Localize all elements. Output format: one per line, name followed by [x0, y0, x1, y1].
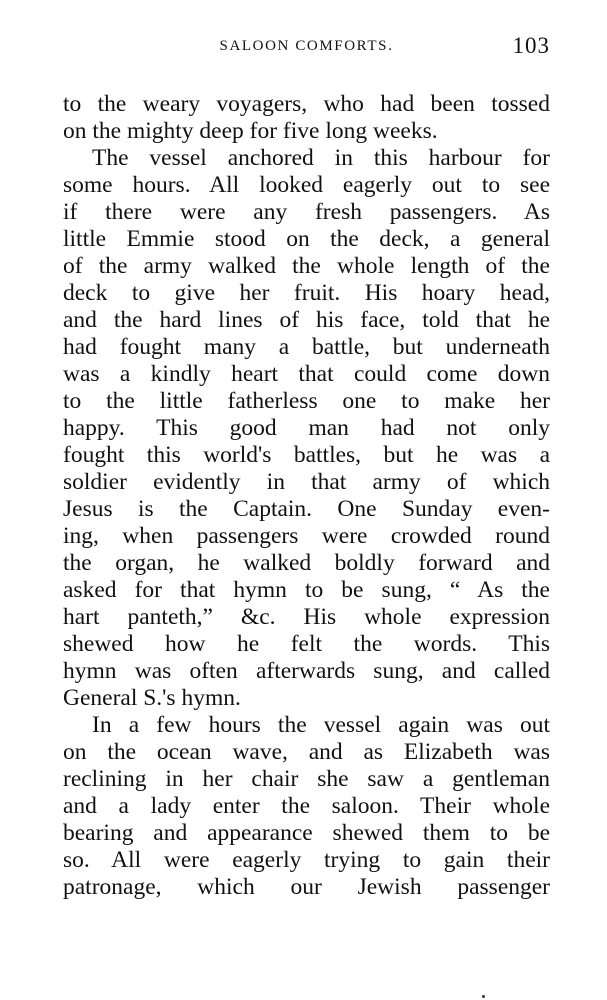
text-line: shewed how he felt the words. This — [63, 631, 550, 657]
text-line: hart panteth,” &c. His whole expression — [63, 604, 550, 630]
text-line: fought this world's battles, but he was a — [63, 442, 550, 468]
text-line: and the hard lines of his face, told that he — [63, 307, 550, 333]
text-line: ing, when passengers were crowded round — [63, 523, 550, 549]
text-line: The vessel anchored in this harbour for — [92, 145, 550, 171]
text-line: the organ, he walked boldly forward and — [63, 550, 550, 576]
text-line: asked for that hymn to be sung, “ As the — [63, 577, 550, 603]
text-line: bearing and appearance shewed them to be — [63, 820, 550, 846]
print-speck — [482, 995, 485, 998]
text-line: happy. This good man had not only — [63, 415, 550, 441]
text-line: and a lady enter the saloon. Their whole — [63, 793, 550, 819]
text-line: In a few hours the vessel again was out — [92, 712, 550, 738]
text-line: soldier evidently in that army of which — [63, 469, 550, 495]
running-title: SALOON COMFORTS. — [219, 38, 394, 54]
text-line: patronage, which our Jewish passenger — [63, 874, 550, 900]
text-line: some hours. All looked eagerly out to see — [63, 172, 550, 198]
text-line: little Emmie stood on the deck, a general — [63, 226, 550, 252]
text-line: so. All were eagerly trying to gain their — [63, 847, 550, 873]
page-number: 103 — [512, 33, 550, 58]
text-line: of the army walked the whole length of the — [63, 253, 550, 279]
text-line: had fought many a battle, but underneath — [63, 334, 550, 360]
text-line: to the weary voyagers, who had been tossed — [63, 91, 550, 117]
text-line: was a kindly heart that could come down — [63, 361, 550, 387]
text-line: hymn was often afterwards sung, and called — [63, 658, 550, 684]
text-line: deck to give her fruit. His hoary head, — [63, 280, 550, 306]
running-header — [63, 33, 550, 66]
text-line: General S.'s hymn. — [63, 685, 241, 711]
text-line: if there were any fresh passengers. As — [63, 199, 550, 225]
body-text — [63, 91, 550, 901]
text-line: to the little fatherless one to make her — [63, 388, 550, 414]
text-line: reclining in her chair she saw a gentleman — [63, 766, 550, 792]
text-line: on the ocean wave, and as Elizabeth was — [63, 739, 550, 765]
text-line: on the mighty deep for five long weeks. — [63, 118, 438, 144]
text-line: Jesus is the Captain. One Sunday even- — [63, 496, 550, 522]
